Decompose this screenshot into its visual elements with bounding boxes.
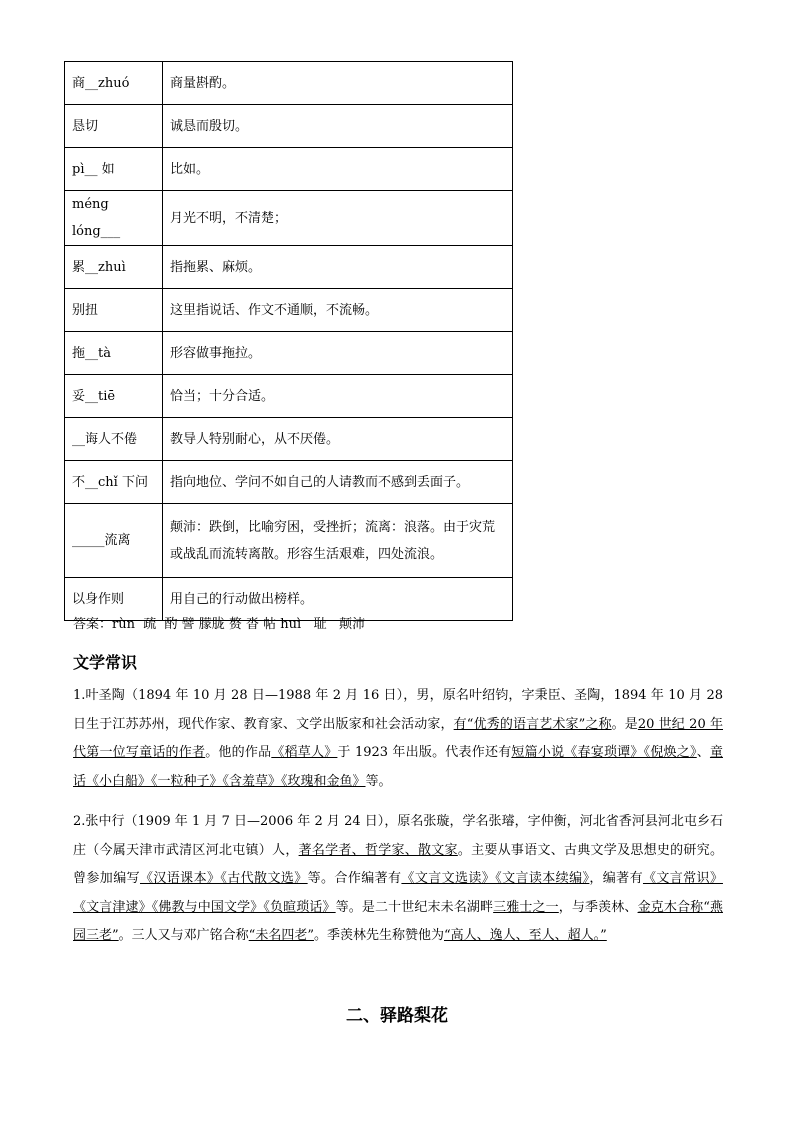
vocab-definition: 月光不明，不清楚； [163,191,513,246]
p2-underline: 《文言文选读》《文言读本续编》 [401,871,590,886]
p2-underline: 金克木合称“燕园三老” [73,899,723,943]
vocab-row [65,375,513,418]
answer-line: 答案：rùn 疏 酌 譬 朦胧 赘 沓 帖 huì 耻 颠沛 [73,617,365,632]
vocab-row [65,504,513,578]
p1-text: 、 [696,745,710,760]
vocab-term: 不__chǐ 下问 [65,461,163,504]
p2-underline: 著名学者、哲学家、散文家 [298,842,458,858]
paragraph-ye-shengtao [73,682,723,796]
p2-underline: “高人、逸人、至人、超人。” [443,928,607,943]
vocab-definition: 商量斟酌。 [163,62,513,105]
vocab-row [65,246,513,289]
paragraph-zhang-zhongxing [73,808,723,951]
vocab-definition: 颠沛：跌倒，比喻穷困，受挫折；流离：浪落。由于灾荒或战乱而流转离散。形容生活艰难，四处流浪。 [163,504,513,578]
vocab-row [65,148,513,191]
section-title-literature: 文学常识 [73,653,138,672]
vocab-row [65,461,513,504]
p2-text: 。季羡林先生称赞他为 [313,928,444,943]
vocab-row [65,62,513,105]
vocab-term: 商__zhuó [65,62,163,105]
vocab-term: méng lóng___ [65,191,163,246]
p2-text: 2.张中行（1909 年 1 月 7 日—2006 年 2 月 24 日），原名张璇，学名张璿，字仲衡，河北省香河县河北屯乡石庄（今属天津市武清区河北屯镇）人， [73,814,723,858]
p2-text: 。主要从事语文、古典文学及思想史的研究。曾参加编写 [73,842,723,886]
vocab-definition: 教导人特别耐心，从不厌倦。 [163,418,513,461]
vocab-definition: 恰当；十分合适。 [163,375,513,418]
vocab-term: 妥__tiē [65,375,163,418]
vocab-term: __诲人不倦 [65,418,163,461]
vocab-row [65,105,513,148]
vocab-definition: 指拖累、麻烦。 [163,246,513,289]
vocab-row [65,191,513,246]
vocab-table-body [65,62,513,621]
vocab-definition: 用自己的行动做出榜样。 [163,578,513,621]
p1-text: 等。 [365,773,392,789]
p2-text: ，编著有 [589,871,643,886]
vocab-term: 拖__tà [65,332,163,375]
p1-underline: 20 世纪 20 年代第一位写童话的作者 [73,716,723,760]
p1-underline: 有“优秀的语言艺术家”之称 [453,716,612,732]
p1-underline: 童话《小白船》《一粒种子》《含羞草》《玫瑰和金鱼》 [73,745,723,789]
p1-text: 于 1923 年出版。代表作还有 [337,745,512,760]
p2-underline: 三雅士之一 [493,899,559,915]
p2-text: 等。合作编著有 [307,871,402,886]
p1-text: 1.叶圣陶（1894 年 10 月 28 日—1988 年 2 月 16 日），男，原名叶绍钧，字秉臣、圣陶，1894 年 10 月 28 日生于江苏苏州，现代作家、教育家、文学出版家和社会活动家， [73,688,723,732]
vocab-definition: 指向地位、学问不如自己的人请教而不感到丢面子。 [163,461,513,504]
p1-text: 。是 [611,716,638,732]
vocab-row [65,332,513,375]
vocab-term: _____流离 [65,504,163,578]
vocab-term: 恳切 [65,105,163,148]
vocab-term: 累__zhuì [65,246,163,289]
p1-underline: 《稻草人》 [271,745,338,760]
vocab-table [64,61,513,621]
p1-text: 。他的作品 [205,745,272,760]
vocab-term: 别扭 [65,289,163,332]
vocab-row [65,289,513,332]
p2-underline: 《文言常识》《文言津逮》《佛教与中国文学》《负暄琐话》 [73,871,723,915]
p2-text: 等。是二十世纪末未名湖畔 [335,899,494,915]
vocab-row [65,418,513,461]
vocab-definition: 诚恳而殷切。 [163,105,513,148]
vocab-term: pì__ 如 [65,148,163,191]
vocab-term: 以身作则 [65,578,163,621]
p2-text: ，与季羡林、 [558,899,638,915]
vocab-definition: 形容做事拖拉。 [163,332,513,375]
p2-underline: “未名四老” [248,928,314,943]
chapter-title: 二、驿路梨花 [346,1006,448,1026]
p1-underline: 短篇小说《春宴琐谭》《倪焕之》 [511,745,697,760]
p2-text: 。三人又与邓广铭合称 [118,928,249,943]
vocab-definition: 这里指说话、作文不通顺，不流畅。 [163,289,513,332]
p2-underline: 《汉语课本》《古代散文选》 [139,871,308,886]
vocab-definition: 比如。 [163,148,513,191]
